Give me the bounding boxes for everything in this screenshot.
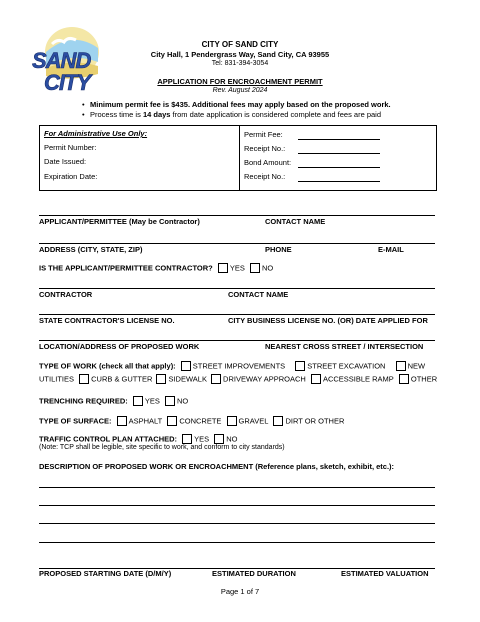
work-type-label: TYPE OF WORK (check all that apply): bbox=[39, 361, 176, 371]
location-field[interactable] bbox=[39, 340, 435, 341]
contractor-field[interactable] bbox=[39, 288, 435, 289]
receipt-no-field-1[interactable] bbox=[298, 153, 380, 154]
traffic-note: (Note: TCP shall be legible, site specific to work, and conform to city standards) bbox=[39, 444, 285, 451]
admin-title: For Administrative Use Only: bbox=[44, 129, 148, 138]
sidewalk-checkbox[interactable] bbox=[156, 374, 166, 384]
trenching-yes-checkbox[interactable] bbox=[133, 396, 143, 406]
traffic-yes-checkbox[interactable] bbox=[182, 434, 192, 444]
cross-street-label: NEAREST CROSS STREET / INTERSECTION bbox=[265, 342, 424, 351]
expiration-date-label: Expiration Date: bbox=[44, 172, 98, 181]
is-contractor-no-checkbox[interactable] bbox=[250, 263, 260, 273]
form-revision: Rev. August 2024 bbox=[212, 87, 268, 94]
date-issued-label: Date Issued: bbox=[44, 157, 87, 166]
sidewalk-label: SIDEWALK bbox=[168, 374, 207, 384]
bond-amount-label: Bond Amount: bbox=[244, 158, 292, 167]
start-date-label: PROPOSED STARTING DATE (D/M/Y) bbox=[39, 569, 172, 578]
new-label: NEW bbox=[407, 361, 426, 371]
work-type-row-1 bbox=[39, 361, 425, 371]
business-license-label: CITY BUSINESS LICENSE NO. (OR) DATE APPLIED FOR bbox=[228, 316, 428, 325]
org-address: City Hall, 1 Pendergrass Way, Sand City, CA 93955 bbox=[150, 50, 330, 59]
description-line-4[interactable] bbox=[39, 542, 435, 543]
driveway-approach-checkbox[interactable] bbox=[211, 374, 221, 384]
bullet-process-time: • Process time is 14 days from date application is considered complete and fees are paid bbox=[82, 110, 382, 119]
is-contractor-label: IS THE APPLICANT/PERMITTEE CONTRACTOR? bbox=[39, 263, 213, 273]
is-contractor-yes-label: YES bbox=[229, 263, 245, 273]
concrete-label: CONCRETE bbox=[179, 416, 222, 426]
description-line-3[interactable] bbox=[39, 523, 435, 524]
applicant-field[interactable] bbox=[39, 215, 435, 216]
receipt-no-label-1: Receipt No.: bbox=[244, 144, 286, 153]
duration-label: ESTIMATED DURATION bbox=[212, 569, 296, 578]
traffic-label: TRAFFIC CONTROL PLAN ATTACHED: bbox=[39, 434, 178, 444]
accessible-ramp-label: ACCESSIBLE RAMP bbox=[322, 374, 394, 384]
contractor-label: CONTRACTOR bbox=[39, 290, 93, 299]
traffic-yes-label: YES bbox=[194, 434, 210, 444]
applicant-label: APPLICANT/PERMITTEE (May be Contractor) bbox=[39, 217, 200, 226]
bullet-fee: • Minimum permit fee is $435. Additional fees may apply based on the proposed work. bbox=[82, 100, 391, 109]
street-improvements-label: STREET IMPROVEMENTS bbox=[192, 361, 286, 371]
license-field[interactable] bbox=[39, 314, 435, 315]
description-line-1[interactable] bbox=[39, 487, 435, 488]
state-license-label: STATE CONTRACTOR'S LICENSE NO. bbox=[39, 316, 175, 325]
asphalt-checkbox[interactable] bbox=[117, 416, 127, 426]
permit-number-label: Permit Number: bbox=[44, 143, 97, 152]
new-utilities-checkbox[interactable] bbox=[396, 361, 406, 371]
trenching-label: TRENCHING REQUIRED: bbox=[39, 396, 128, 406]
logo-city-text: CITY bbox=[44, 70, 91, 95]
traffic-row bbox=[39, 434, 238, 444]
trenching-no-checkbox[interactable] bbox=[165, 396, 175, 406]
trenching-no-label: NO bbox=[176, 396, 189, 406]
trenching-row bbox=[39, 396, 188, 406]
street-excavation-label: STREET EXCAVATION bbox=[307, 361, 386, 371]
curb-gutter-checkbox[interactable] bbox=[79, 374, 89, 384]
is-contractor-yes-checkbox[interactable] bbox=[218, 263, 228, 273]
receipt-no-label-2: Receipt No.: bbox=[244, 172, 286, 181]
address-field[interactable] bbox=[39, 243, 435, 244]
street-excavation-checkbox[interactable] bbox=[295, 361, 305, 371]
org-name: CITY OF SAND CITY bbox=[201, 40, 279, 49]
dirt-other-label: DIRT OR OTHER bbox=[285, 416, 345, 426]
surface-row bbox=[39, 416, 344, 426]
bond-amount-field[interactable] bbox=[298, 167, 380, 168]
page-number: Page 1 of 7 bbox=[220, 587, 260, 596]
other-checkbox[interactable] bbox=[399, 374, 409, 384]
org-phone: Tel: 831-394-3054 bbox=[211, 60, 269, 67]
accessible-ramp-checkbox[interactable] bbox=[311, 374, 321, 384]
street-improvements-checkbox[interactable] bbox=[181, 361, 191, 371]
contact-name-label-2: CONTACT NAME bbox=[228, 290, 289, 299]
traffic-no-checkbox[interactable] bbox=[214, 434, 224, 444]
curb-gutter-label: CURB & GUTTER bbox=[91, 374, 153, 384]
logo-sand-text: SAND bbox=[32, 48, 91, 73]
form-title: APPLICATION FOR ENCROACHMENT PERMIT bbox=[157, 77, 323, 86]
contact-name-label-1: CONTACT NAME bbox=[265, 217, 326, 226]
gravel-checkbox[interactable] bbox=[227, 416, 237, 426]
is-contractor-no-label: NO bbox=[261, 263, 274, 273]
surface-label: TYPE OF SURFACE: bbox=[39, 416, 112, 426]
permit-fee-label: Permit Fee: bbox=[244, 130, 283, 139]
dirt-other-checkbox[interactable] bbox=[273, 416, 283, 426]
description-line-2[interactable] bbox=[39, 505, 435, 506]
work-type-row-2 bbox=[39, 374, 437, 384]
permit-fee-field[interactable] bbox=[298, 139, 380, 140]
gravel-label: GRAVEL bbox=[238, 416, 269, 426]
is-contractor-row bbox=[39, 263, 273, 273]
asphalt-label: ASPHALT bbox=[128, 416, 163, 426]
admin-use-box bbox=[39, 125, 437, 191]
utilities-label: UTILITIES bbox=[39, 374, 75, 384]
other-label: OTHER bbox=[410, 374, 438, 384]
trenching-yes-label: YES bbox=[144, 396, 160, 406]
phone-label: PHONE bbox=[265, 245, 292, 254]
address-label: ADDRESS (CITY, STATE, ZIP) bbox=[39, 245, 143, 254]
location-label: LOCATION/ADDRESS OF PROPOSED WORK bbox=[39, 342, 200, 351]
description-label: DESCRIPTION OF PROPOSED WORK OR ENCROACHMENT (Reference plans, sketch, exhibit, etc.): bbox=[39, 462, 395, 471]
email-label: E-MAIL bbox=[378, 245, 404, 254]
concrete-checkbox[interactable] bbox=[167, 416, 177, 426]
driveway-approach-label: DRIVEWAY APPROACH bbox=[223, 374, 306, 384]
valuation-label: ESTIMATED VALUATION bbox=[341, 569, 429, 578]
receipt-no-field-2[interactable] bbox=[298, 181, 380, 182]
traffic-no-label: NO bbox=[226, 434, 238, 444]
